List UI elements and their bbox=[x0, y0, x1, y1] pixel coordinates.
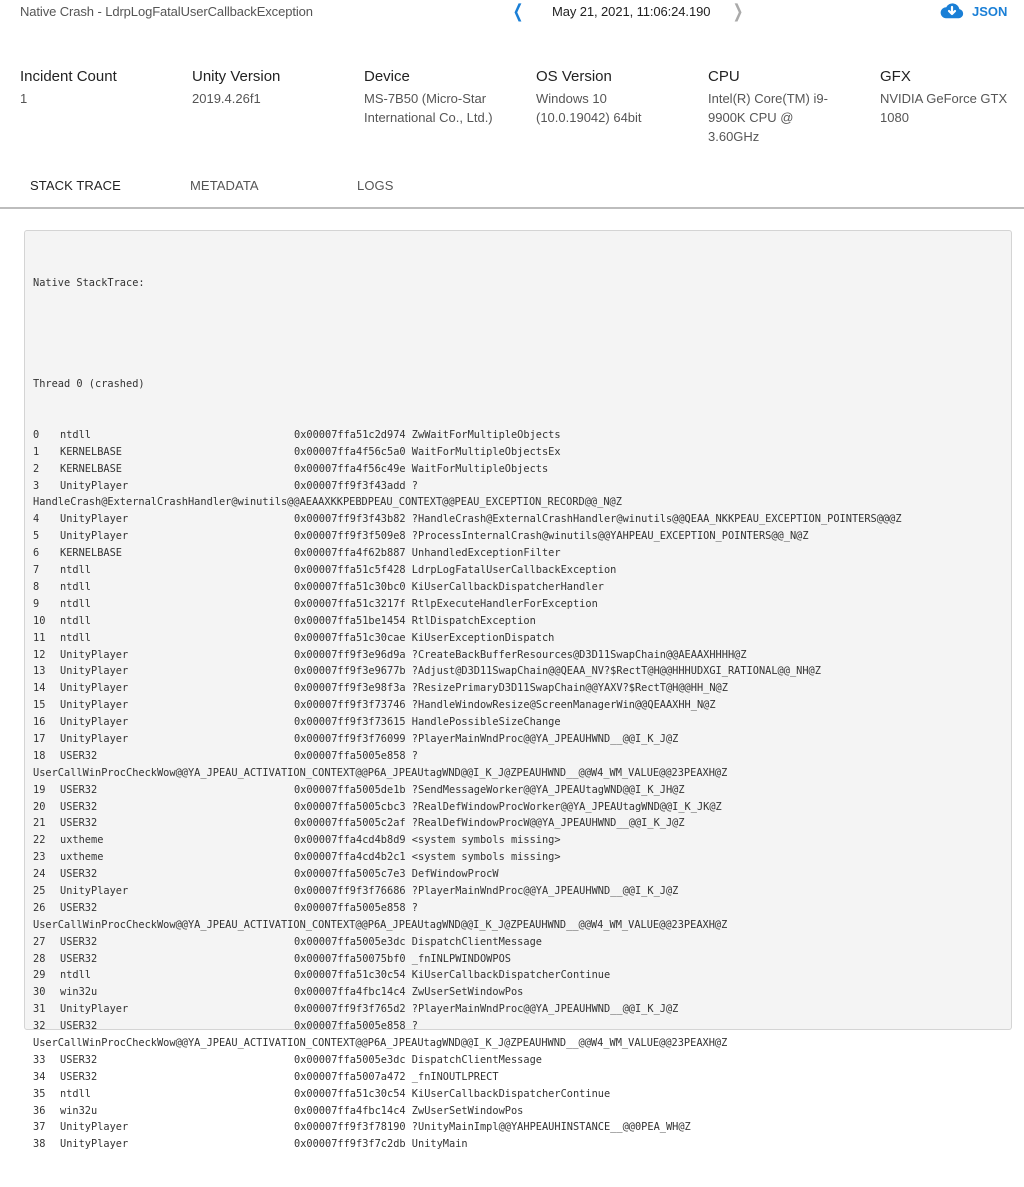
stack-frame bbox=[33, 1069, 902, 1086]
frame-module: KERNELBASE bbox=[60, 462, 122, 475]
frame-module: ntdll bbox=[60, 1087, 91, 1100]
stack-frame bbox=[33, 1086, 902, 1103]
frame-address: 0x00007ff9f3f73746 bbox=[294, 699, 406, 712]
json-label: JSON bbox=[972, 3, 1008, 19]
frame-address: 0x00007ffa5005e3dc bbox=[294, 935, 406, 948]
frame-module: ntdll bbox=[60, 597, 91, 610]
frame-address: 0x00007ffa51c3217f bbox=[294, 597, 406, 610]
frame-symbol: DispatchClientMessage bbox=[405, 1053, 542, 1066]
frame-symbol-continued: UserCallWinProcCheckWow@@YA_JPEAU_ACTIVATION_CONTEXT@@P6A_JPEAUtagWND@@I_K_J@ZPEAUHWND__@@W4_WM_VALUE@@23PEAXH@Z bbox=[33, 918, 728, 931]
info-label: CPU bbox=[708, 68, 740, 85]
frame-symbol: ? bbox=[405, 901, 418, 914]
frame-symbol: LdrpLogFatalUserCallbackException bbox=[405, 564, 617, 577]
frame-address: 0x00007ffa4cd4b8d9 bbox=[294, 834, 406, 847]
frame-index: 4 bbox=[33, 513, 40, 526]
frame-address: 0x00007ff9f3f78190 bbox=[294, 1121, 406, 1134]
frame-symbol: ?RealDefWindowProcW@@YA_JPEAUHWND__@@I_K_J@Z bbox=[405, 817, 685, 830]
frame-index: 15 bbox=[33, 699, 46, 712]
stack-frame bbox=[33, 782, 902, 799]
frame-index: 2 bbox=[33, 462, 40, 475]
chevron-right-icon[interactable]: ❯ bbox=[733, 1, 744, 21]
frame-module: uxtheme bbox=[60, 834, 104, 847]
frame-symbol: KiUserCallbackDispatcherContinue bbox=[405, 969, 611, 982]
info-value: 2019.4.26f1 bbox=[192, 91, 261, 106]
frame-module: USER32 bbox=[60, 952, 98, 965]
stack-frame bbox=[33, 461, 902, 478]
frame-address: 0x00007ffa5005e3dc bbox=[294, 1053, 406, 1066]
frame-index: 8 bbox=[33, 580, 40, 593]
frame-symbol: ZwUserSetWindowPos bbox=[405, 986, 524, 999]
frame-index: 14 bbox=[33, 682, 46, 695]
frame-symbol: ZwUserSetWindowPos bbox=[405, 1104, 524, 1117]
frame-index: 0 bbox=[33, 428, 40, 441]
frame-module: ntdll bbox=[60, 969, 91, 982]
trace-heading: Native StackTrace: bbox=[33, 276, 145, 289]
incident-navigator bbox=[506, 3, 746, 19]
frame-address: 0x00007ffa5007a472 bbox=[294, 1070, 406, 1083]
frame-index: 33 bbox=[33, 1053, 46, 1066]
frame-index: 9 bbox=[33, 597, 40, 610]
frame-address: 0x00007ffa5005e858 bbox=[294, 1020, 406, 1033]
frame-module: win32u bbox=[60, 1104, 98, 1117]
stack-frame bbox=[33, 528, 902, 545]
stack-frame bbox=[33, 562, 902, 579]
frame-index: 34 bbox=[33, 1070, 46, 1083]
frame-index: 24 bbox=[33, 868, 46, 881]
chevron-left-icon[interactable]: ❮ bbox=[512, 1, 524, 21]
frame-module: USER32 bbox=[60, 749, 98, 762]
info-value: NVIDIA GeForce GTX 1080 bbox=[880, 91, 1008, 125]
frame-index: 10 bbox=[33, 614, 46, 627]
frame-module: UnityPlayer bbox=[60, 665, 129, 678]
stack-frame bbox=[33, 444, 902, 461]
frame-address: 0x00007ff9f3f765d2 bbox=[294, 1003, 406, 1016]
frame-symbol: KiUserCallbackDispatcherHandler bbox=[405, 580, 604, 593]
frame-module: win32u bbox=[60, 986, 98, 999]
frame-module: USER32 bbox=[60, 800, 98, 813]
frame-module: USER32 bbox=[60, 783, 98, 796]
stack-frame bbox=[33, 511, 902, 528]
frame-symbol: KiUserExceptionDispatch bbox=[405, 631, 555, 644]
frame-index: 32 bbox=[33, 1020, 46, 1033]
frame-address: 0x00007ffa51c30bc0 bbox=[294, 580, 406, 593]
frame-symbol: _fnINLPWINDOWPOS bbox=[405, 952, 511, 965]
info-value: MS-7B50 (Micro-Star International Co., Ltd.) bbox=[364, 91, 493, 125]
stack-frame bbox=[33, 680, 902, 697]
frame-address: 0x00007ffa51c30c54 bbox=[294, 969, 406, 982]
frame-symbol: ?HandleWindowResize@ScreenManagerWin@@QEAAXHH_N@Z bbox=[405, 699, 716, 712]
frame-symbol: WaitForMultipleObjects bbox=[405, 462, 549, 475]
info-value: 1 bbox=[20, 91, 28, 106]
frame-address: 0x00007ff9f3e98f3a bbox=[294, 682, 406, 695]
frame-index: 36 bbox=[33, 1104, 46, 1117]
frame-module: ntdll bbox=[60, 564, 91, 577]
frame-address: 0x00007ff9f3f509e8 bbox=[294, 530, 406, 543]
stack-frame bbox=[33, 1103, 902, 1120]
frame-symbol-continued: UserCallWinProcCheckWow@@YA_JPEAU_ACTIVATION_CONTEXT@@P6A_JPEAUtagWND@@I_K_J@ZPEAUHWND__@@W4_WM_VALUE@@23PEAXH@Z bbox=[33, 766, 728, 779]
frame-address: 0x00007ffa4cd4b2c1 bbox=[294, 851, 406, 864]
stack-frame bbox=[33, 579, 902, 596]
info-label: Incident Count bbox=[20, 68, 117, 85]
frame-symbol: UnityMain bbox=[405, 1138, 468, 1151]
stack-frame bbox=[33, 1136, 902, 1153]
frame-index: 26 bbox=[33, 901, 46, 914]
cloud-download-icon bbox=[940, 2, 964, 20]
frame-module: KERNELBASE bbox=[60, 445, 122, 458]
stack-frame bbox=[33, 427, 902, 444]
frame-address: 0x00007ffa51c5f428 bbox=[294, 564, 406, 577]
frame-address: 0x00007ffa4fbc14c4 bbox=[294, 986, 406, 999]
frame-index: 27 bbox=[33, 935, 46, 948]
frame-symbol: ?HandleCrash@ExternalCrashHandler@winutils@@QEAA_NKKPEAU_EXCEPTION_POINTERS@@@Z bbox=[405, 513, 902, 526]
device bbox=[364, 68, 514, 127]
frame-module: UnityPlayer bbox=[60, 1138, 129, 1151]
frame-index: 1 bbox=[33, 445, 40, 458]
frame-address: 0x00007ffa5005e858 bbox=[294, 901, 406, 914]
frame-index: 25 bbox=[33, 884, 46, 897]
frame-module: uxtheme bbox=[60, 851, 104, 864]
frame-module: USER32 bbox=[60, 1070, 98, 1083]
frame-index: 18 bbox=[33, 749, 46, 762]
frame-symbol: ?PlayerMainWndProc@@YA_JPEAUHWND__@@I_K_J@Z bbox=[405, 1003, 679, 1016]
frame-module: UnityPlayer bbox=[60, 682, 129, 695]
frame-index: 38 bbox=[33, 1138, 46, 1151]
frame-symbol: ?CreateBackBufferResources@D3D11SwapChain@@AEAAXHHHH@Z bbox=[405, 648, 747, 661]
frame-address: 0x00007ffa5005c7e3 bbox=[294, 868, 406, 881]
frame-index: 30 bbox=[33, 986, 46, 999]
info-label: OS Version bbox=[536, 68, 612, 85]
stack-frame bbox=[33, 1052, 902, 1069]
frame-module: USER32 bbox=[60, 1020, 98, 1033]
frame-index: 35 bbox=[33, 1087, 46, 1100]
stack-frame bbox=[33, 1119, 902, 1136]
crash-title: Native Crash - LdrpLogFatalUserCallbackException bbox=[20, 4, 313, 19]
frame-symbol-continued: UserCallWinProcCheckWow@@YA_JPEAU_ACTIVATION_CONTEXT@@P6A_JPEAUtagWND@@I_K_J@ZPEAUHWND__@@W4_WM_VALUE@@23PEAXH@Z bbox=[33, 1036, 728, 1049]
frame-index: 22 bbox=[33, 834, 46, 847]
frame-address: 0x00007ffa5005cbc3 bbox=[294, 800, 406, 813]
frame-symbol: ?ResizePrimaryD3D11SwapChain@@YAXV?$RectT@H@@HH_N@Z bbox=[405, 682, 728, 695]
frame-index: 6 bbox=[33, 547, 40, 560]
frame-symbol: KiUserCallbackDispatcherContinue bbox=[405, 1087, 611, 1100]
frame-index: 5 bbox=[33, 530, 40, 543]
stack-frame bbox=[33, 731, 902, 748]
tab-bar bbox=[0, 166, 1024, 209]
frame-symbol: ?SendMessageWorker@@YA_JPEAUtagWND@@I_K_JH@Z bbox=[405, 783, 685, 796]
stack-frame bbox=[33, 630, 902, 647]
frame-address: 0x00007ff9f3f43b82 bbox=[294, 513, 406, 526]
stack-frame bbox=[33, 799, 902, 816]
stack-frame bbox=[33, 613, 902, 630]
stack-frame bbox=[33, 934, 902, 951]
tab-logs[interactable]: LOGS bbox=[357, 178, 394, 193]
frame-index: 3 bbox=[33, 479, 40, 492]
frame-address: 0x00007ff9f3e96d9a bbox=[294, 648, 406, 661]
frame-address: 0x00007ff9f3f76099 bbox=[294, 732, 406, 745]
frame-module: UnityPlayer bbox=[60, 530, 129, 543]
frame-list bbox=[33, 427, 902, 1153]
frame-symbol: <system symbols missing> bbox=[405, 834, 561, 847]
info-label: Device bbox=[364, 68, 410, 85]
frame-address: 0x00007ffa5005c2af bbox=[294, 817, 406, 830]
info-value: Intel(R) Core(TM) i9-9900K CPU @ 3.60GHz bbox=[708, 91, 828, 144]
stack-frame bbox=[33, 900, 902, 917]
frame-address: 0x00007ff9f3f73615 bbox=[294, 716, 406, 729]
info-label: Unity Version bbox=[192, 68, 281, 85]
frame-index: 16 bbox=[33, 716, 46, 729]
frame-module: USER32 bbox=[60, 901, 98, 914]
info-value: Windows 10 (10.0.19042) 64bit bbox=[536, 91, 642, 125]
stack-frame bbox=[33, 545, 902, 562]
frame-index: 20 bbox=[33, 800, 46, 813]
frame-symbol: UnhandledExceptionFilter bbox=[405, 547, 561, 560]
stack-frame bbox=[33, 748, 902, 765]
gfx bbox=[880, 68, 1020, 127]
json-download-button[interactable] bbox=[940, 2, 1007, 20]
frame-address: 0x00007ff9f3f7c2db bbox=[294, 1138, 406, 1151]
frame-symbol: ?UnityMainImpl@@YAHPEAUHINSTANCE__@@0PEA_WH@Z bbox=[405, 1121, 691, 1134]
frame-module: USER32 bbox=[60, 1053, 98, 1066]
frame-address: 0x00007ffa50075bf0 bbox=[294, 952, 406, 965]
frame-module: ntdll bbox=[60, 428, 91, 441]
stack-frame bbox=[33, 984, 902, 1001]
os-version bbox=[536, 68, 666, 127]
frame-symbol: ?PlayerMainWndProc@@YA_JPEAUHWND__@@I_K_J@Z bbox=[405, 884, 679, 897]
frame-index: 28 bbox=[33, 952, 46, 965]
frame-module: UnityPlayer bbox=[60, 699, 129, 712]
frame-address: 0x00007ffa4f62b887 bbox=[294, 547, 406, 560]
frame-module: UnityPlayer bbox=[60, 732, 129, 745]
frame-module: UnityPlayer bbox=[60, 1121, 129, 1134]
frame-module: KERNELBASE bbox=[60, 547, 122, 560]
frame-module: ntdll bbox=[60, 631, 91, 644]
frame-index: 37 bbox=[33, 1121, 46, 1134]
frame-index: 31 bbox=[33, 1003, 46, 1016]
frame-address: 0x00007ffa51c30cae bbox=[294, 631, 406, 644]
frame-index: 23 bbox=[33, 851, 46, 864]
thread-label: Thread 0 (crashed) bbox=[33, 378, 145, 391]
frame-module: UnityPlayer bbox=[60, 884, 129, 897]
frame-address: 0x00007ffa4fbc14c4 bbox=[294, 1104, 406, 1117]
frame-module: UnityPlayer bbox=[60, 513, 129, 526]
frame-symbol: DefWindowProcW bbox=[405, 868, 499, 881]
frame-module: UnityPlayer bbox=[60, 648, 129, 661]
frame-symbol: DispatchClientMessage bbox=[405, 935, 542, 948]
stack-frame bbox=[33, 647, 902, 664]
stack-frame bbox=[33, 951, 902, 968]
incident-count bbox=[20, 68, 180, 108]
frame-address: 0x00007ffa5005de1b bbox=[294, 783, 406, 796]
frame-module: USER32 bbox=[60, 935, 98, 948]
tab-metadata[interactable]: METADATA bbox=[190, 178, 259, 193]
frame-module: ntdll bbox=[60, 580, 91, 593]
frame-symbol-continued: HandleCrash@ExternalCrashHandler@winutils@@AEAAXKKPEBDPEAU_CONTEXT@@PEAU_EXCEPTION_RECORD@@_N@Z bbox=[33, 496, 622, 509]
frame-symbol: ?PlayerMainWndProc@@YA_JPEAUHWND__@@I_K_J@Z bbox=[405, 732, 679, 745]
stack-frame bbox=[33, 832, 902, 849]
frame-module: UnityPlayer bbox=[60, 1003, 129, 1016]
frame-address: 0x00007ff9f3e9677b bbox=[294, 665, 406, 678]
frame-module: USER32 bbox=[60, 817, 98, 830]
frame-symbol: ?RealDefWindowProcWorker@@YA_JPEAUtagWND@@I_K_JK@Z bbox=[405, 800, 722, 813]
incident-date: May 21, 2021, 11:06:24.190 bbox=[552, 3, 711, 19]
stack-frame bbox=[33, 849, 902, 866]
frame-index: 21 bbox=[33, 817, 46, 830]
frame-index: 12 bbox=[33, 648, 46, 661]
frame-index: 7 bbox=[33, 564, 40, 577]
frame-address: 0x00007ffa51be1454 bbox=[294, 614, 406, 627]
frame-module: USER32 bbox=[60, 868, 98, 881]
stack-frame bbox=[33, 697, 902, 714]
stack-trace-panel[interactable] bbox=[24, 230, 1012, 1151]
info-label: GFX bbox=[880, 68, 911, 85]
frame-symbol: RtlDispatchException bbox=[405, 614, 536, 627]
frame-index: 29 bbox=[33, 969, 46, 982]
stack-trace-text bbox=[33, 241, 902, 1187]
stack-frame bbox=[33, 714, 902, 731]
frame-symbol: ? bbox=[405, 749, 418, 762]
cpu bbox=[708, 68, 848, 146]
frame-index: 17 bbox=[33, 732, 46, 745]
top-bar bbox=[0, 0, 1024, 26]
frame-address: 0x00007ffa4f56c5a0 bbox=[294, 445, 406, 458]
stack-frame bbox=[33, 1018, 902, 1035]
frame-symbol: _fnINOUTLPRECT bbox=[405, 1070, 499, 1083]
tab-stack-trace[interactable]: STACK TRACE bbox=[30, 178, 121, 193]
stack-frame bbox=[33, 663, 902, 680]
frame-index: 13 bbox=[33, 665, 46, 678]
frame-symbol: RtlpExecuteHandlerForException bbox=[405, 597, 598, 610]
stack-frame bbox=[33, 596, 902, 613]
frame-symbol: ZwWaitForMultipleObjects bbox=[405, 428, 561, 441]
stack-frame bbox=[33, 478, 902, 495]
stack-frame bbox=[33, 866, 902, 883]
frame-address: 0x00007ff9f3f43add bbox=[294, 479, 406, 492]
trace-blank bbox=[33, 326, 902, 343]
frame-address: 0x00007ff9f3f76686 bbox=[294, 884, 406, 897]
frame-symbol: ?Adjust@D3D11SwapChain@@QEAA_NV?$RectT@H@@HHHUDXGI_RATIONAL@@_NH@Z bbox=[405, 665, 821, 678]
frame-address: 0x00007ffa51c2d974 bbox=[294, 428, 406, 441]
frame-symbol: ? bbox=[405, 479, 418, 492]
frame-module: UnityPlayer bbox=[60, 479, 129, 492]
frame-address: 0x00007ffa5005e858 bbox=[294, 749, 406, 762]
stack-frame bbox=[33, 1001, 902, 1018]
frame-symbol: <system symbols missing> bbox=[405, 851, 561, 864]
frame-address: 0x00007ffa51c30c54 bbox=[294, 1087, 406, 1100]
stack-frame bbox=[33, 883, 902, 900]
frame-symbol: WaitForMultipleObjectsEx bbox=[405, 445, 561, 458]
stack-frame bbox=[33, 967, 902, 984]
frame-address: 0x00007ffa4f56c49e bbox=[294, 462, 406, 475]
frame-symbol: ?ProcessInternalCrash@winutils@@YAHPEAU_EXCEPTION_POINTERS@@_N@Z bbox=[405, 530, 809, 543]
frame-index: 19 bbox=[33, 783, 46, 796]
frame-symbol: ? bbox=[405, 1020, 418, 1033]
frame-symbol: HandlePossibleSizeChange bbox=[405, 716, 561, 729]
frame-module: UnityPlayer bbox=[60, 716, 129, 729]
unity-version bbox=[192, 68, 352, 108]
stack-frame bbox=[33, 815, 902, 832]
frame-module: ntdll bbox=[60, 614, 91, 627]
frame-index: 11 bbox=[33, 631, 46, 644]
